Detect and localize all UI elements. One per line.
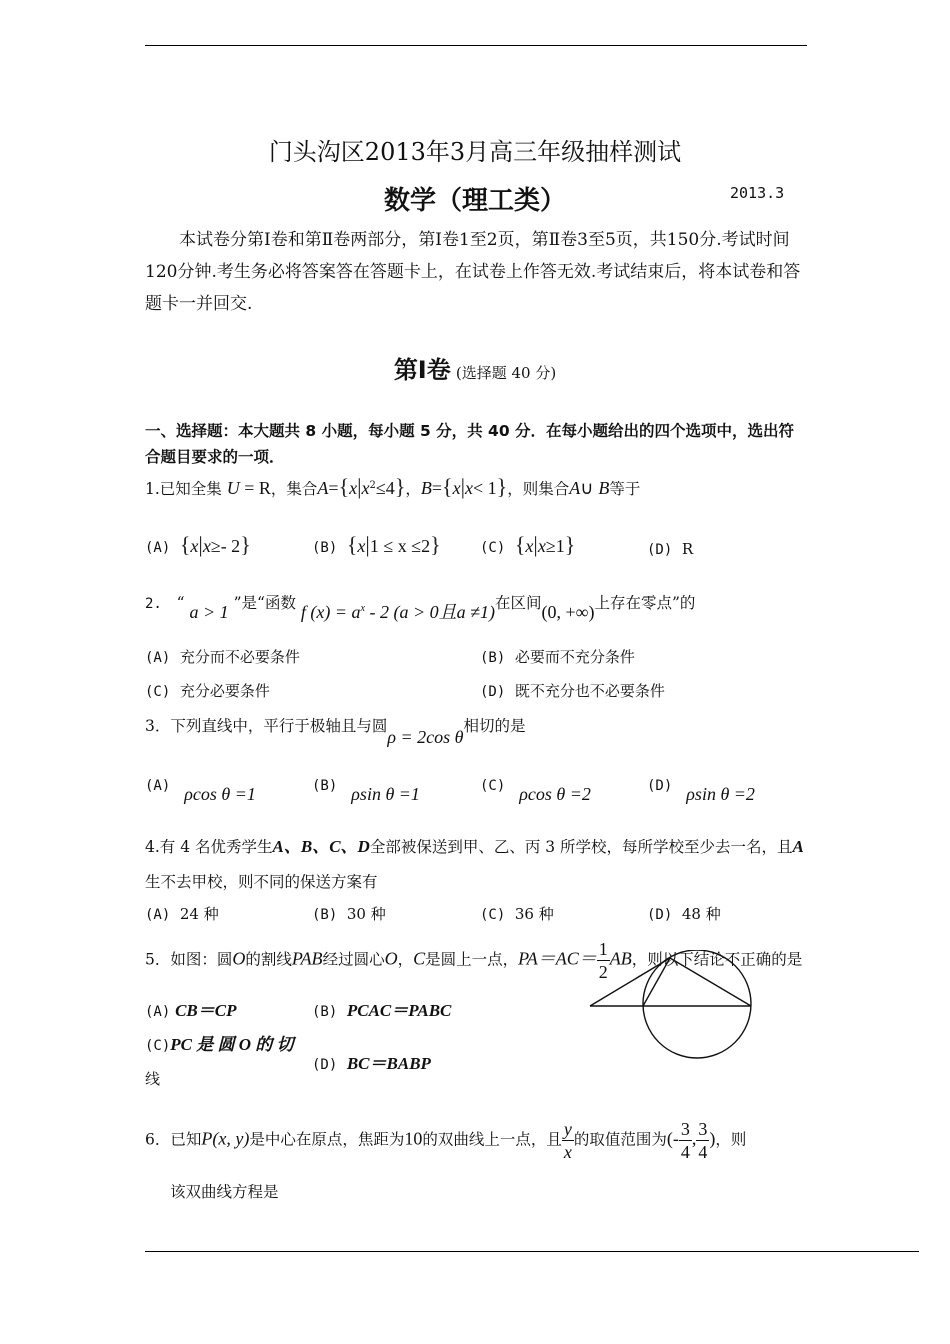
circle-o [643,950,751,1058]
q1-option-a: (A) {x|x≥- 2} [145,532,251,557]
exam-date: 2013.3 [730,184,785,202]
q2-option-a: (A) 充分而不必要条件 [145,648,300,666]
fraction-y-over-x: $\frac{y}{x}$ [563,1119,572,1162]
q3-option-c: (C) ρcos θ =2 [480,778,591,804]
q3-option-a: (A) ρcos θ =1 [145,778,256,804]
exam-subtitle: 数学（理工类） [383,186,566,216]
q2-option-b: (B) 必要而不充分条件 [480,648,635,666]
intro-paragraph: 本试卷分第Ⅰ卷和第Ⅱ卷两部分，第Ⅰ卷1至2页，第Ⅱ卷3至5页，共150分.考试时间120分钟.考生务必将答案答在答题卡上，在试卷上作答无效.考试结束后，将本试卷和答题卡一并回交. [145,230,801,314]
q1-option-b: (B) {x|1 ≤ x ≤2} [312,532,441,557]
q4-option-b: (B) 30 种 [312,905,386,923]
section-instructions: 一、选择题：本大题共 8 小题，每小题 5 分，共 40 分．在每小题给出的四个选项中，选出符合题目要求的一项． [145,422,795,466]
top-rule [145,45,807,46]
question-1: 1.已知全集 U = R，集合$A=\{x|x^2\le 4\}$，B={x|x< 1}，则集合A∪ B等于 [145,474,641,499]
section-name: 第Ⅰ卷 [393,356,451,384]
bottom-rule [145,1251,919,1252]
q5-option-c: (C)PC 是 圆 O 的 切 [145,1035,294,1054]
q5-option-c-cont: 线 [145,1070,161,1088]
q5-option-b: (B) PCAC＝PABC [312,1001,452,1020]
question-6-line2: 该双曲线方程是 [170,1183,279,1201]
q3-option-b: (B) ρsin θ =1 [312,778,420,804]
question-5: 5．如图：圆O的割线PAB经过圆心O，C是圆上一点，PA＝AC＝ $\frac{1}{2}$ AB，则以下结论不正确的是 [145,939,803,982]
segment-cb [670,958,751,1006]
q4-option-a: (A) 24 种 [145,905,219,923]
fraction-three-quarters-a: $\frac{3}{4}$ [680,1119,690,1162]
q2-option-d: (D) 既不充分也不必要条件 [480,682,665,700]
question-4: 4.有 4 名优秀学生A、B、C、D全部被保送到甲、乙、丙 3 所学校，每所学校至少去一名，且A [145,837,804,856]
q3-option-d: (D) ρsin θ =2 [647,778,755,804]
segment-pc [590,958,670,1006]
q1-option-c: (C) {x|x≥1} [480,532,576,557]
question-6: 6．已知P(x, y)是中心在原点，焦距为10的双曲线上一点，且 $\frac{y}{x}$ 的取值范围为(- $\frac{3}{4}$ , $\frac{3}{4}$ )，则 [145,1119,747,1162]
question-3: 3．下列直线中，平行于极轴且与圆ρ = 2cos θ相切的是 [145,717,526,747]
section-title [0,350,950,385]
question-2: 2. “ a > 1 ”是“函数 f $(x) = a^x - 2$ (a > 0且a ≠1)在区间(0, +∞)上存在零点”的 [145,594,696,622]
q1-option-d: (D) R [647,540,694,558]
q4-option-c: (C) 36 种 [480,905,554,923]
q5-option-d: (D) BC＝BABP [312,1054,431,1073]
q5-option-a: (A) CB＝CP [145,1001,237,1020]
exam-title: 门头沟区2013年3月高三年级抽样测试 [268,138,682,166]
fraction-one-half: $\frac{1}{2}$ [598,939,608,982]
section-note: (选择题 40 分) [455,364,557,382]
fraction-three-quarters-b: $\frac{3}{4}$ [698,1119,708,1162]
question-4-line2: 生不去甲校，则不同的保送方案有 [145,873,378,891]
q4-option-d: (D) 48 种 [647,905,721,923]
circle-secant-figure [585,950,765,1065]
q2-option-c: (C) 充分必要条件 [145,682,270,700]
